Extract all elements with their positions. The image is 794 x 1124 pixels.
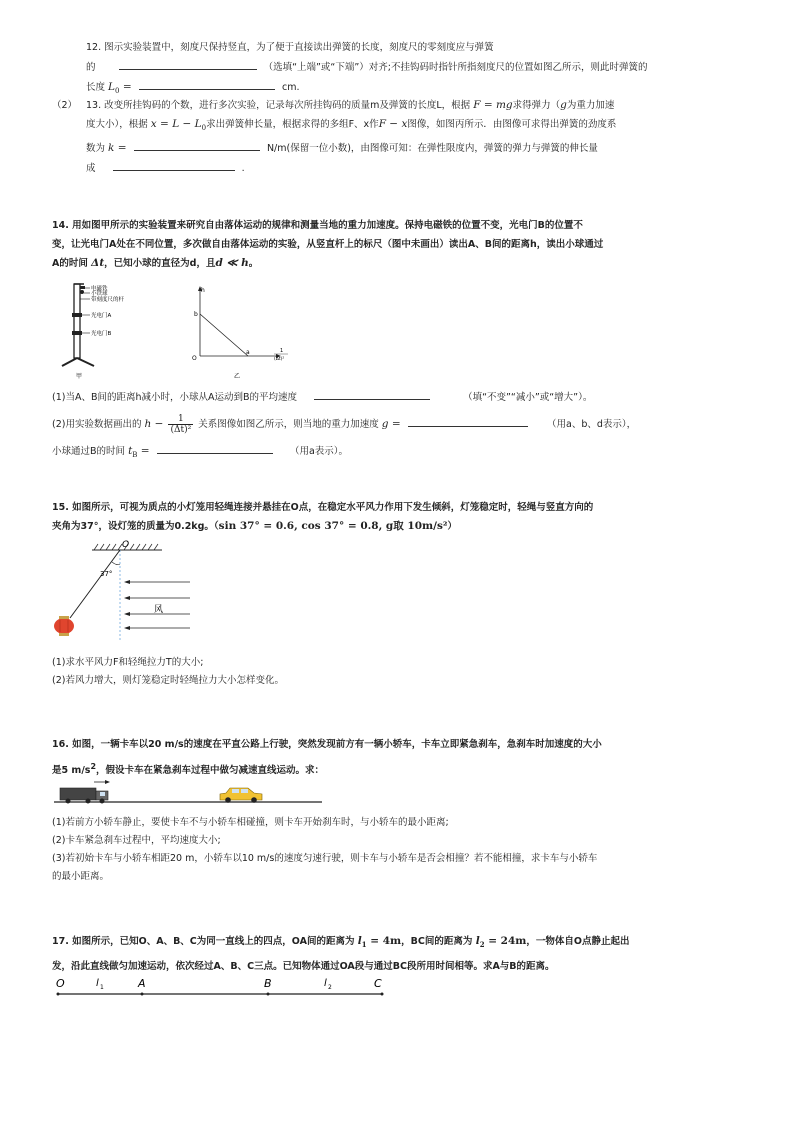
q12-eq: =: [119, 81, 135, 93]
q14-sub3: [52, 440, 636, 467]
q17-point-b: B: [264, 977, 272, 990]
q14-sub2-fraction: [168, 414, 193, 435]
q12-blank-length[interactable]: [139, 77, 275, 90]
q14-sub2-eq: =: [388, 418, 404, 430]
q17-l2: l: [475, 935, 480, 947]
q17-l2-val: = 24m: [484, 935, 527, 947]
q13-formula-x-sub: 0: [201, 123, 207, 132]
q13-var-g: g: [560, 99, 567, 111]
q12-var-L: L: [108, 81, 116, 93]
q12-line3-text: 长度: [86, 82, 106, 93]
q15-line1: 15. 如图所示，可视为质点的小灯笼用轻绳连接并悬挂在O点，在稳定水平风力作用下发生倾斜，灯笼稳定时，轻绳与竖直方向的: [52, 502, 594, 513]
q14-blank-gravity[interactable]: [408, 414, 528, 427]
q17-fig-l2-sub: 2: [328, 984, 332, 991]
q14-sub2-text-a: (2)用实验数据画出的: [52, 419, 142, 430]
q14-blank-avg-speed[interactable]: [314, 387, 430, 400]
q14-condition: d ≪ h: [215, 257, 249, 269]
q17-line2: 发，沿此直线做匀加速运动，依次经过A、B、C三点。已知物体通过OA段与通过BC段所用时间相等。求A与B的距离。: [52, 960, 555, 972]
q17-point-c: C: [374, 977, 382, 990]
q13-line2-a: 度大小），根据: [86, 119, 148, 130]
yi-axis-x-den: (Δt)²: [274, 357, 285, 362]
yi-caption: 乙: [234, 373, 241, 380]
q16-figure-road: [54, 778, 324, 808]
q15-wind-label: 风: [154, 605, 164, 615]
q14-var-dt: Δt: [91, 257, 105, 269]
q14-line3-b: ，已知小球的直径为d，且: [104, 258, 216, 269]
q17-fig-l1: l: [96, 978, 99, 989]
q14-line2: 变，让光电门A处在不同位置，多次做自由落体运动的实验，从竖直杆上的标尺（图中未画出）读出A、B间的距离h，读出小球通过: [52, 239, 604, 250]
q17-l1: l: [357, 935, 362, 947]
q14-sub2-text-c: （用a、b、d表示），: [547, 419, 637, 430]
jia-label-rod: 带刻度尺的杆: [91, 297, 125, 303]
yi-origin: O: [192, 355, 197, 362]
q14-line1: 14. 用如图甲所示的实验装置来研究自由落体运动的规律和测量当地的重力加速度。保持电磁铁的位置不变，光电门B的位置不: [52, 220, 583, 231]
q13-line1: [86, 96, 616, 115]
q16-line1: 16. 如图，一辆卡车以20 m/s的速度在平直公路上行驶，突然发现前方有一辆小轿车，卡车立即紧急刹车，急刹车时加速度的大小: [52, 739, 602, 750]
q12-line1: 12. 图示实验装置中，刻度尺保持竖直，为了便于直接读出弹簧的长度，刻度尺的零刻度应与弹簧: [86, 42, 494, 53]
q15-line2: [52, 517, 593, 536]
q15-angle: 37°: [100, 570, 113, 578]
q14-sub1: [52, 386, 636, 409]
q14-line3-a: A的时间: [52, 258, 88, 269]
q14-frac-num: 1: [168, 414, 193, 425]
q17-point-o: O: [56, 977, 65, 990]
q15-sub2: (2)若风力增大，则灯笼稳定时轻绳拉力大小怎样变化。: [52, 675, 284, 686]
q17-l1-sub: 1: [361, 939, 367, 949]
q13-line4: [86, 158, 616, 178]
q12-unit: cm.: [282, 82, 300, 93]
q13-blank-relation[interactable]: [113, 158, 235, 171]
q14-sub2-h: h −: [144, 418, 164, 430]
q13-line2-c: 图像，如图丙所示．由图像可求得出弹簧的劲度系: [407, 119, 617, 130]
q17-fig-l2: l: [324, 978, 327, 989]
q15-line2-a: 夹角为37°，设灯笼的质量为0.2kg。（: [52, 521, 219, 532]
question-16: [52, 734, 602, 782]
q15-point-o: O: [122, 540, 130, 550]
q14-sub2-text-b: 关系图像如图乙所示，则当地的重力加速度: [198, 419, 379, 430]
q12-var-L-sub: 0: [115, 86, 120, 95]
q17-line1: [52, 930, 630, 956]
q13-line2-b: 求出弹簧伸长量，根据求得的多组F、x作: [206, 119, 379, 130]
question-17: [52, 930, 630, 978]
q13-line1-b: 求得弹力（: [512, 100, 561, 111]
q16-sub3b: 的最小距离。: [52, 871, 110, 882]
q14-subquestions: [52, 386, 636, 467]
q15-figure-lantern: [50, 540, 200, 650]
q12-line2: [86, 57, 647, 77]
q13-part-label: （2）: [52, 100, 78, 111]
q16-sub2: (2)卡车紧急刹车过程中，平均速度大小;: [52, 835, 221, 846]
q15-sub1: (1)求水平风力F和轻绳拉力T的大小;: [52, 657, 204, 668]
q12-line2-text-a: 的: [86, 62, 96, 73]
q13-formula-Fx: F − x: [378, 118, 408, 130]
jia-label-ball: 小铁球: [91, 291, 108, 297]
q12-line2-text-b: （选填“上端”或“下端”）对齐;不挂钩码时指针所指刻度尺的位置如图乙所示，则此时弹簧的: [263, 62, 648, 73]
q14-line3-c: 。: [248, 258, 259, 269]
q13-var-k: k: [108, 141, 115, 154]
q14-sub2: [52, 409, 636, 440]
q14-sub3-hint: （用a表示）。: [289, 446, 349, 457]
q17-figure-line: [52, 972, 392, 1000]
q15-constants: sin 37° = 0.6, cos 37° = 0.8, g取 10m/s²: [218, 520, 448, 532]
q17-l1-val: = 4m: [366, 935, 402, 947]
q13-line4-a: 成: [86, 162, 96, 174]
q14-sub3-text: 小球通过B的时间: [52, 446, 126, 457]
jia-caption: 甲: [76, 373, 83, 380]
question-12: [86, 38, 647, 101]
yi-intercept-a: a: [246, 349, 250, 356]
q12-blank-zero-end[interactable]: [119, 57, 257, 70]
jia-label-magnet: 电磁铁: [91, 286, 108, 292]
q16-line2-sup: 2: [90, 762, 97, 771]
yi-axis-x-num: 1: [280, 348, 284, 354]
q13-line3: [86, 138, 616, 158]
q14-sub3-t: t: [128, 445, 133, 457]
question-14: [52, 216, 603, 273]
question-15: [52, 498, 593, 536]
q14-frac-den: (Δt)²: [170, 425, 192, 435]
q14-figure-jia: [56, 280, 166, 380]
q15-line2-b: ）: [447, 521, 458, 532]
q15-subquestions: [52, 654, 284, 690]
q14-sub1-options: （填“不变”“减小”或“增大”）。: [463, 392, 593, 403]
q13-line4-b: .: [241, 162, 245, 174]
q17-line1-a: 17. 如图所示，已知O、A、B、C为同一直线上的四点，OA间的距离为: [52, 936, 355, 947]
q17-point-a: A: [138, 977, 146, 990]
q13-line3-b: N/m(保留一位小数)，由图像可知：在弹性限度内，弹簧的弹力与弹簧的伸长量: [266, 142, 598, 154]
q16-sub1: (1)若前方小轿车静止，要使卡车不与小轿车相碰撞，则卡车开始刹车时，与小轿车的最小距离;: [52, 817, 449, 828]
q13-formula-x: x = L − L: [150, 118, 202, 130]
q13-eq: =: [114, 141, 130, 154]
q14-line3: [52, 254, 603, 273]
jia-label-gate-b: 光电门B: [91, 331, 112, 337]
yi-intercept-b: b: [194, 311, 198, 318]
q13-line2: [86, 115, 616, 138]
q13-line1-a: 13. 改变所挂钩码的个数，进行多次实验，记录每次所挂钩码的质量m及弹簧的长度L，根据: [86, 100, 471, 111]
q14-sub2-g: g: [381, 418, 389, 430]
q13-blank-k[interactable]: [134, 138, 260, 151]
q16-subquestions: [52, 814, 597, 886]
q14-figure-yi: [186, 284, 296, 380]
q17-fig-l1-sub: 1: [100, 984, 104, 991]
q14-blank-time-b[interactable]: [157, 441, 273, 454]
q14-sub1-text: (1)当A、B间的距离h减小时，小球从A运动到B的平均速度: [52, 392, 298, 403]
yi-axis-y: h: [201, 287, 205, 294]
q17-l2-sub: 2: [479, 939, 485, 949]
q17-line1-b: ，BC间的距离为: [401, 936, 473, 947]
q14-sub3-eq: =: [137, 445, 153, 457]
q13-formula-F: F = mg: [473, 99, 513, 111]
question-13: [86, 96, 616, 178]
q13-line1-c: 为重力加速: [566, 100, 615, 111]
q16-line2-a: 是5 m/s: [52, 765, 91, 777]
q14-sub3-t-sub: B: [132, 450, 138, 459]
jia-label-gate-a: 光电门A: [91, 313, 112, 319]
q16-line2-b: ，假设卡车在紧急刹车过程中做匀减速直线运动。求：: [96, 765, 325, 777]
q17-line1-c: ，一物体自O点静止起出: [526, 936, 630, 947]
q13-line3-a: 数为: [86, 142, 106, 154]
q16-sub3a: (3)若初始卡车与小轿车相距20 m，小轿车以10 m/s的速度匀速行驶，则卡车与小轿车是否会相撞？若不能相撞，求卡车与小轿车: [52, 853, 598, 864]
